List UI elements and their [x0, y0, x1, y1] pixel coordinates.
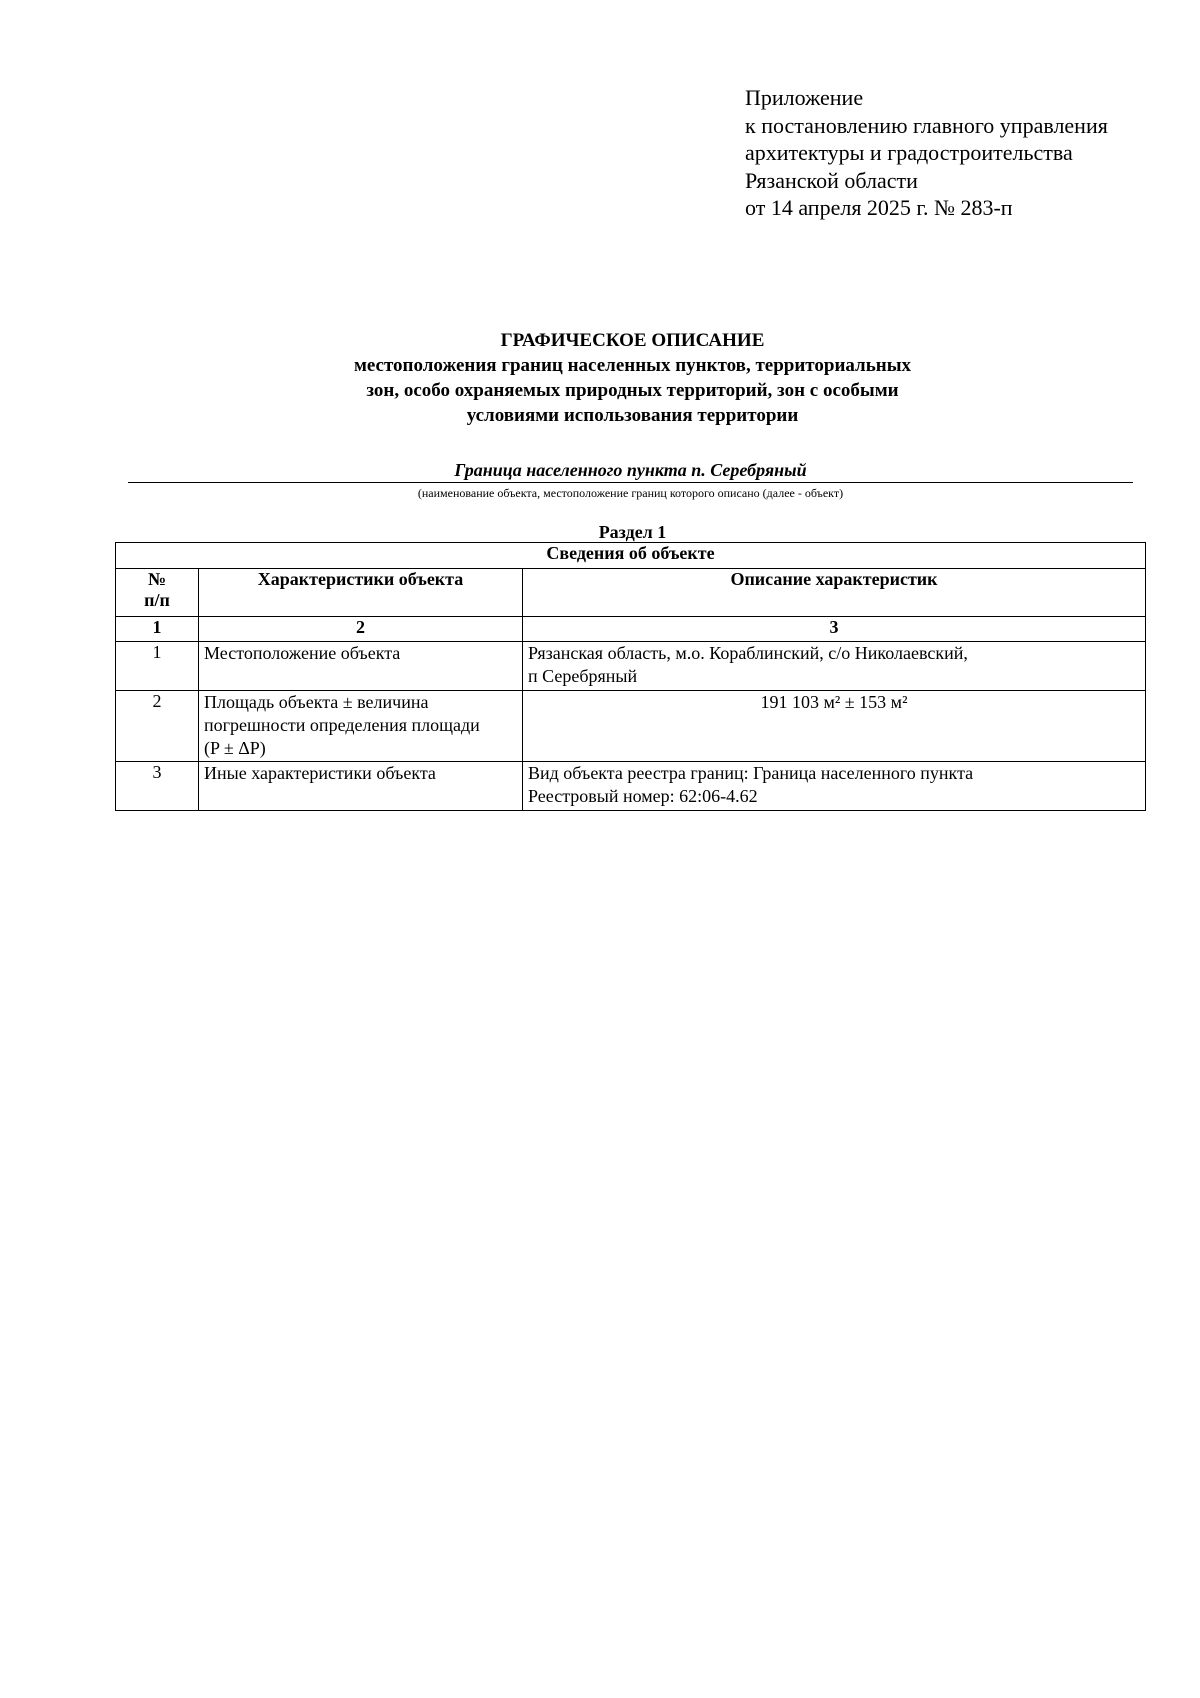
- appendix-line: Рязанской области: [745, 167, 918, 193]
- characteristic-line: погрешности определения площади: [204, 715, 480, 735]
- description-line: п Серебряный: [528, 666, 638, 686]
- row-characteristic: [199, 691, 523, 762]
- characteristic-line: Площадь объекта ± величина: [204, 692, 429, 712]
- row-number: 2: [116, 691, 199, 762]
- appendix-line: архитектуры и градостроительства: [745, 140, 1073, 165]
- header-number-line: №: [147, 569, 167, 589]
- table-caption-row: [116, 543, 1146, 569]
- header-number: [116, 569, 199, 617]
- row-description: [523, 762, 1146, 811]
- table-row: [116, 642, 1146, 691]
- object-caption: (наименование объекта, местоположение границ которого описано (далее - объект): [417, 486, 844, 500]
- section-title: Раздел 1: [598, 522, 667, 542]
- column-number-row: [116, 617, 1146, 642]
- object-info-table: [115, 542, 1146, 811]
- header-characteristics: Характеристики объекта: [199, 569, 523, 617]
- row-characteristic: Иные характеристики объекта: [199, 762, 523, 811]
- description-line: Реестровый номер: 62:06-4.62: [528, 786, 758, 806]
- title-line: зон, особо охраняемых природных территорий, зон с особыми: [366, 380, 899, 401]
- title-line: условиями использования территории: [466, 405, 799, 426]
- column-number: 3: [523, 617, 1146, 642]
- table-row: [116, 762, 1146, 811]
- header-number-line: п/п: [144, 590, 170, 610]
- description-line: Вид объекта реестра границ: Граница населенного пункта: [528, 763, 974, 783]
- row-characteristic: Местоположение объекта: [199, 642, 523, 691]
- table-row: [116, 691, 1146, 762]
- appendix-line: к постановлению главного управления: [745, 112, 1108, 138]
- document-title: [115, 328, 1150, 428]
- title-line: местоположения границ населенных пунктов, территориальных: [353, 355, 912, 376]
- appendix-line: Приложение: [745, 85, 864, 110]
- characteristic-line: (P ± ΔP): [204, 738, 266, 758]
- appendix-date-line: от 14 апреля 2025 г. № 283-п: [745, 195, 1013, 220]
- table-caption: Сведения об объекте: [116, 543, 1146, 569]
- row-number: 1: [116, 642, 199, 691]
- appendix-block: [745, 84, 1108, 222]
- title-heading: ГРАФИЧЕСКОЕ ОПИСАНИЕ: [500, 330, 765, 351]
- column-number: 1: [116, 617, 199, 642]
- description-line: Рязанская область, м.о. Кораблинский, с/о Николаевский,: [528, 643, 968, 663]
- row-description: 191 103 м² ± 153 м²: [523, 691, 1146, 762]
- object-name: Граница населенного пункта п. Серебряный: [128, 458, 1133, 483]
- header-description: Описание характеристик: [523, 569, 1146, 617]
- row-number: 3: [116, 762, 199, 811]
- row-description: [523, 642, 1146, 691]
- table-header-row: [116, 569, 1146, 617]
- column-number: 2: [199, 617, 523, 642]
